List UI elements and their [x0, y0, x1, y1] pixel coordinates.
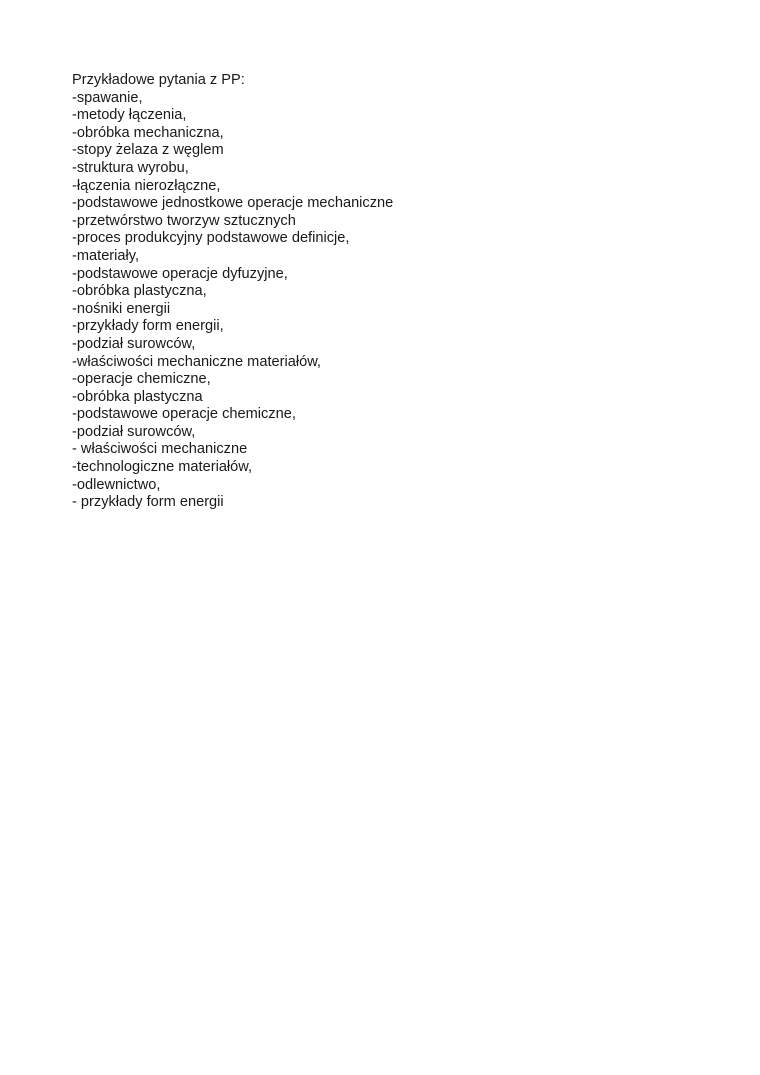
list-item: -właściwości mechaniczne materiałów,: [72, 353, 321, 370]
list-item: -przykłady form energii,: [72, 318, 224, 335]
list-item: -proces produkcyjny podstawowe definicje,: [72, 230, 350, 247]
list-item: -obróbka plastyczna: [72, 388, 203, 405]
list-item: -obróbka plastyczna,: [72, 283, 207, 300]
list-item: -materiały,: [72, 247, 140, 264]
list-item: -nośniki energii: [72, 300, 171, 317]
list-item: -przetwórstwo tworzyw sztucznych: [72, 212, 296, 229]
list-item: -podział surowców,: [72, 423, 196, 440]
list-item: -podstawowe jednostkowe operacje mechaniczne: [72, 195, 394, 212]
list-item: -podstawowe operacje chemiczne,: [72, 406, 296, 423]
list-item: -obróbka mechaniczna,: [72, 124, 224, 141]
list-item: -struktura wyrobu,: [72, 159, 189, 176]
list-item: -podział surowców,: [72, 335, 196, 352]
list-item: -metody łączenia,: [72, 107, 187, 124]
list-item: -spawanie,: [72, 89, 143, 106]
list-item: -operacje chemiczne,: [72, 371, 211, 388]
list-item: -łączenia nierozłączne,: [72, 177, 221, 194]
list-item: -podstawowe operacje dyfuzyjne,: [72, 265, 288, 282]
list-item: -odlewnictwo,: [72, 476, 161, 493]
document-body: [72, 72, 692, 512]
document-heading: Przykładowe pytania z PP:: [72, 72, 245, 88]
list-item: - właściwości mechaniczne: [72, 441, 248, 458]
list-item: - przykłady form energii: [72, 494, 224, 511]
list-item: -technologiczne materiałów,: [72, 459, 253, 476]
list-item: -stopy żelaza z węglem: [72, 142, 224, 159]
